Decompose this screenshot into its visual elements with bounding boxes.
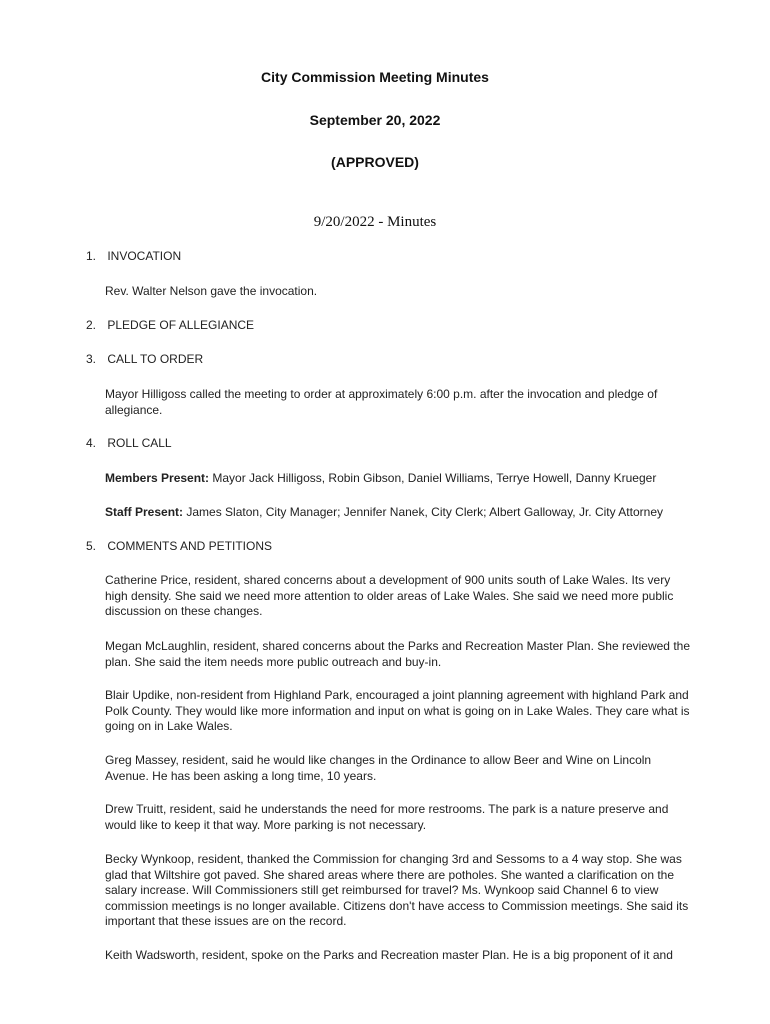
comment-paragraph: Greg Massey, resident, said he would like changes in the Ordinance to allow Beer and Wine on Lincoln Avenue. He has been asking a long time, 10 years. <box>105 753 652 783</box>
invocation-text: Rev. Walter Nelson gave the invocation. <box>105 284 318 298</box>
members-present-label: Members Present: <box>105 471 210 485</box>
comment-paragraph: Keith Wadsworth, resident, spoke on the Parks and Recreation master Plan. He is a big proponent of it and <box>105 948 673 962</box>
meeting-date: September 20, 2022 <box>309 112 441 128</box>
section-comments-petitions <box>86 539 272 554</box>
section-heading: COMMENTS AND PETITIONS <box>107 539 273 553</box>
document-title: City Commission Meeting Minutes <box>261 69 489 85</box>
section-invocation <box>86 249 181 264</box>
section-pledge <box>86 318 254 333</box>
comment-paragraph: Becky Wynkoop, resident, thanked the Commission for changing 3rd and Sessoms to a 4 way stop. She was glad that Wiltshire got paved. She shared areas where there are potholes. She wanted a clarification on the salary increase. Will Commissioners still get reimbursed for travel? Ms. Wynkoop said Channel 6 to view commission meetings is no longer available. Citizens don't have access to Commission meetings. She said its important that these issues are on the record. <box>105 852 689 928</box>
section-number: 1. <box>86 249 97 263</box>
comment-paragraph: Catherine Price, resident, shared concerns about a development of 900 units south of Lake Wales. Its very high density. She said we need more attention to older areas of Lake Wales. She said we need more public discussion on these changes. <box>105 573 674 618</box>
section-number: 5. <box>86 539 97 553</box>
members-present-list: Mayor Jack Hilligoss, Robin Gibson, Daniel Williams, Terrye Howell, Danny Krueger <box>209 471 657 485</box>
staff-present-list: James Slaton, City Manager; Jennifer Nanek, City Clerk; Albert Galloway, Jr. City Attorney <box>183 505 663 519</box>
section-heading: PLEDGE OF ALLEGIANCE <box>107 318 255 332</box>
comment-paragraph: Drew Truitt, resident, said he understands the need for more restrooms. The park is a nature preserve and would like to keep it that way. More parking is not necessary. <box>105 802 669 832</box>
approval-status: (APPROVED) <box>331 154 419 170</box>
section-heading: CALL TO ORDER <box>107 352 204 366</box>
section-roll-call <box>86 436 172 451</box>
staff-present-label: Staff Present: <box>105 505 184 519</box>
section-heading: INVOCATION <box>107 249 182 263</box>
call-to-order-text: Mayor Hilligoss called the meeting to order at approximately 6:00 p.m. after the invocation and pledge of allegiance. <box>105 387 658 417</box>
document-label: 9/20/2022 - Minutes <box>313 214 437 230</box>
section-number: 2. <box>86 318 97 332</box>
staff-present <box>105 505 695 521</box>
section-number: 3. <box>86 352 97 366</box>
section-heading: ROLL CALL <box>107 436 172 450</box>
members-present <box>105 471 695 487</box>
section-number: 4. <box>86 436 97 450</box>
section-call-to-order <box>86 352 203 367</box>
comment-paragraph: Blair Updike, non-resident from Highland Park, encouraged a joint planning agreement with highland Park and Polk County. They would like more information and input on what is going on in Lake Wales. They care what is going on in Lake Wales. <box>105 688 690 733</box>
comment-paragraph: Megan McLaughlin, resident, shared concerns about the Parks and Recreation Master Plan. She reviewed the plan. She said the item needs more public outreach and buy-in. <box>105 639 690 669</box>
